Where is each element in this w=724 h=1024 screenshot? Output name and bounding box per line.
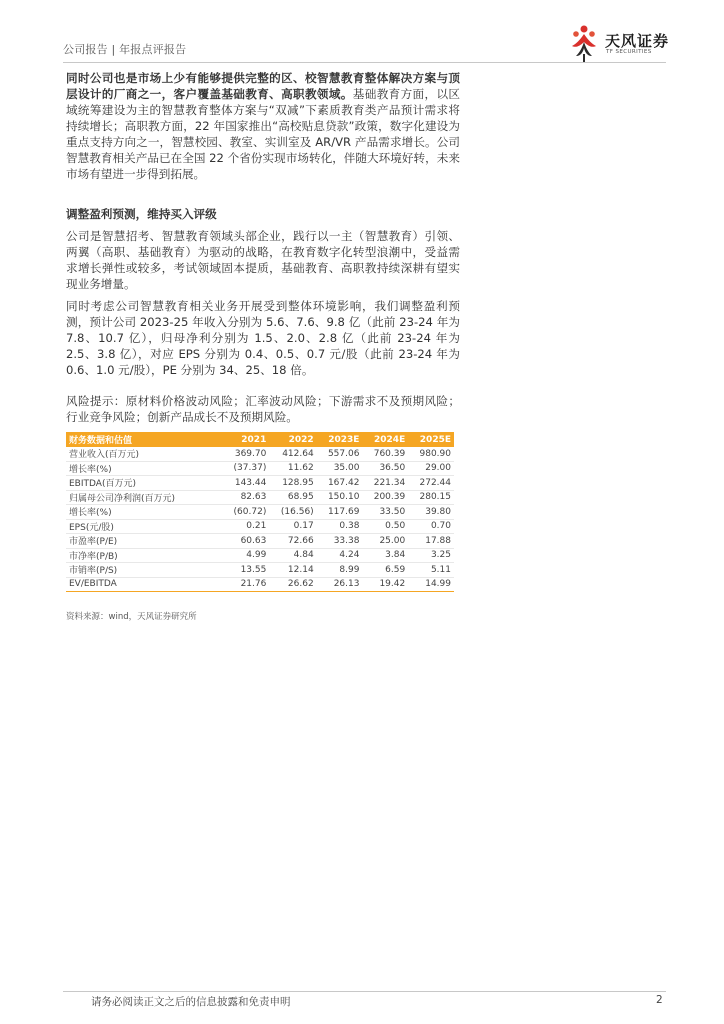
table-row-label: 增长率(%) (66, 461, 222, 476)
table-cell: 21.76 (222, 577, 269, 592)
table-cell: 17.88 (408, 534, 454, 549)
paragraph-market-position (66, 70, 460, 182)
table-row-label: 归属母公司净利润(百万元) (66, 490, 222, 505)
table-cell: 72.66 (269, 534, 316, 549)
table-cell: 68.95 (269, 490, 316, 505)
table-cell: (60.72) (222, 505, 269, 520)
table-row (66, 490, 454, 505)
table-row (66, 461, 454, 476)
table-cell: 280.15 (408, 490, 454, 505)
table-cell: 0.21 (222, 519, 269, 534)
page-number: 2 (656, 994, 663, 1006)
table-row-label: 市净率(P/B) (66, 548, 222, 563)
table-cell: 980.90 (408, 447, 454, 461)
table-cell: 4.24 (317, 548, 363, 563)
table-cell: 412.64 (269, 447, 316, 461)
table-header-cell: 2023E (317, 432, 363, 447)
table-cell: 200.39 (362, 490, 408, 505)
table-cell: 221.34 (362, 476, 408, 491)
report-type-header: 公司报告 | 年报点评报告 (63, 43, 187, 56)
table-cell: 272.44 (408, 476, 454, 491)
logo-english-text: TF SECURITIES (606, 49, 652, 55)
section-title: 调整盈利预测，维持买入评级 (66, 207, 217, 221)
table-cell: 35.00 (317, 461, 363, 476)
table-row-label: EBITDA(百万元) (66, 476, 222, 491)
table-cell: 33.50 (362, 505, 408, 520)
table-header-cell: 财务数据和估值 (66, 432, 222, 447)
risk-label: 风险提示： (66, 394, 126, 408)
paragraph-risk-warning (66, 393, 460, 425)
table-cell: (37.37) (222, 461, 269, 476)
tf-securities-logo (566, 24, 676, 64)
table-row (66, 505, 454, 520)
table-header-cell: 2025E (408, 432, 454, 447)
table-row-label: 增长率(%) (66, 505, 222, 520)
financial-data-table (66, 432, 454, 592)
table-cell: 369.70 (222, 447, 269, 461)
table-cell: 26.13 (317, 577, 363, 592)
logo-chinese-text: 天风证券 (605, 32, 670, 50)
logo-flower-icon (566, 24, 602, 64)
table-cell: 33.38 (317, 534, 363, 549)
table-cell: 4.84 (269, 548, 316, 563)
table-cell: 19.42 (362, 577, 408, 592)
table-header-cell: 2024E (362, 432, 408, 447)
table-row (66, 476, 454, 491)
table-cell: 25.00 (362, 534, 408, 549)
table-cell: 0.50 (362, 519, 408, 534)
paragraph-body: 基础教育方面，以区域统筹建设为主的智慧教育整体方案与“双减”下素质教育类产品预计需求将持续增长；高职教方面，22 年国家推出“高校贴息贷款”政策，数字化建设为重点支持方向之一，智慧校园、教室、实训室及 AR/VR 产品需求增长。公司智慧教育相关产品已在全国 22 个省份实现市场转化，伴随大环境好转，未来市场有望进一步得到拓展。 (66, 87, 460, 181)
table-cell: (16.56) (269, 505, 316, 520)
table-cell: 8.99 (317, 563, 363, 578)
table-cell: 150.10 (317, 490, 363, 505)
table-cell: 5.11 (408, 563, 454, 578)
table-cell: 12.14 (269, 563, 316, 578)
table-cell: 0.17 (269, 519, 316, 534)
footer-disclaimer: 请务必阅读正文之后的信息披露和免责申明 (91, 996, 291, 1008)
table-header-cell: 2022 (269, 432, 316, 447)
table-row (66, 519, 454, 534)
table-header-cell: 2021 (222, 432, 269, 447)
table-cell: 26.62 (269, 577, 316, 592)
table-cell: 6.59 (362, 563, 408, 578)
paragraph-company-strategy: 公司是智慧招考、智慧教育领域头部企业，践行以一主（智慧教育）引领、两翼（高职、基础教育）为驱动的战略，在教育数字化转型浪潮中，受益需求增长弹性或较多，考试领域固本提质，基础教育、高职教持续深耕有望实现业务增量。 (66, 229, 460, 291)
table-cell: 3.84 (362, 548, 408, 563)
table-cell: 36.50 (362, 461, 408, 476)
table-cell: 39.80 (408, 505, 454, 520)
table-cell: 143.44 (222, 476, 269, 491)
table-row (66, 563, 454, 578)
paragraph-profit-forecast: 同时考虑公司智慧教育相关业务开展受到整体环境影响，我们调整盈利预测，预计公司 2023-25 年收入分别为 5.6、7.6、9.8 亿（此前 23-24 年为 7.8、10.7 亿），归母净利分别为 1.5、2.0、2.8 亿（此前 23-24 年为 2.5、3.8 亿），对应 EPS 分别为 0.4、0.5、0.7 元/股（此前 23-24 年为 0.6、1.0 元/股），PE 分别为 34、25、18 倍。 (66, 299, 460, 377)
footer-divider (63, 991, 666, 992)
table-row-label: 市盈率(P/E) (66, 534, 222, 549)
table-cell: 128.95 (269, 476, 316, 491)
table-cell: 557.06 (317, 447, 363, 461)
table-row (66, 548, 454, 563)
table-row (66, 577, 454, 592)
table-cell: 29.00 (408, 461, 454, 476)
table-header-row (66, 432, 454, 447)
table-cell: 3.25 (408, 548, 454, 563)
table-row-label: 营业收入(百万元) (66, 447, 222, 461)
paragraph-bold-lead: 同时公司也是市场上少有能够提供完整的区、校智慧教育整体解决方案与顶层设计的厂商之一，客户覆盖基础教育、高职教领域。 (66, 71, 460, 101)
table-cell: 0.38 (317, 519, 363, 534)
data-source-note: 资料来源：wind，天风证券研究所 (66, 612, 197, 622)
table-cell: 13.55 (222, 563, 269, 578)
table-cell: 0.70 (408, 519, 454, 534)
risk-text: 原材料价格波动风险；汇率波动风险；下游需求不及预期风险；行业竞争风险；创新产品成长不及预期风险。 (66, 394, 460, 424)
table-cell: 167.42 (317, 476, 363, 491)
table-row-label: EPS(元/股) (66, 519, 222, 534)
table-cell: 4.99 (222, 548, 269, 563)
table-cell: 14.99 (408, 577, 454, 592)
table-cell: 82.63 (222, 490, 269, 505)
table-cell: 760.39 (362, 447, 408, 461)
table-row-label: EV/EBITDA (66, 577, 222, 592)
table-cell: 60.63 (222, 534, 269, 549)
table-row (66, 447, 454, 461)
table-row-label: 市销率(P/S) (66, 563, 222, 578)
table-cell: 117.69 (317, 505, 363, 520)
table-row (66, 534, 454, 549)
table-cell: 11.62 (269, 461, 316, 476)
